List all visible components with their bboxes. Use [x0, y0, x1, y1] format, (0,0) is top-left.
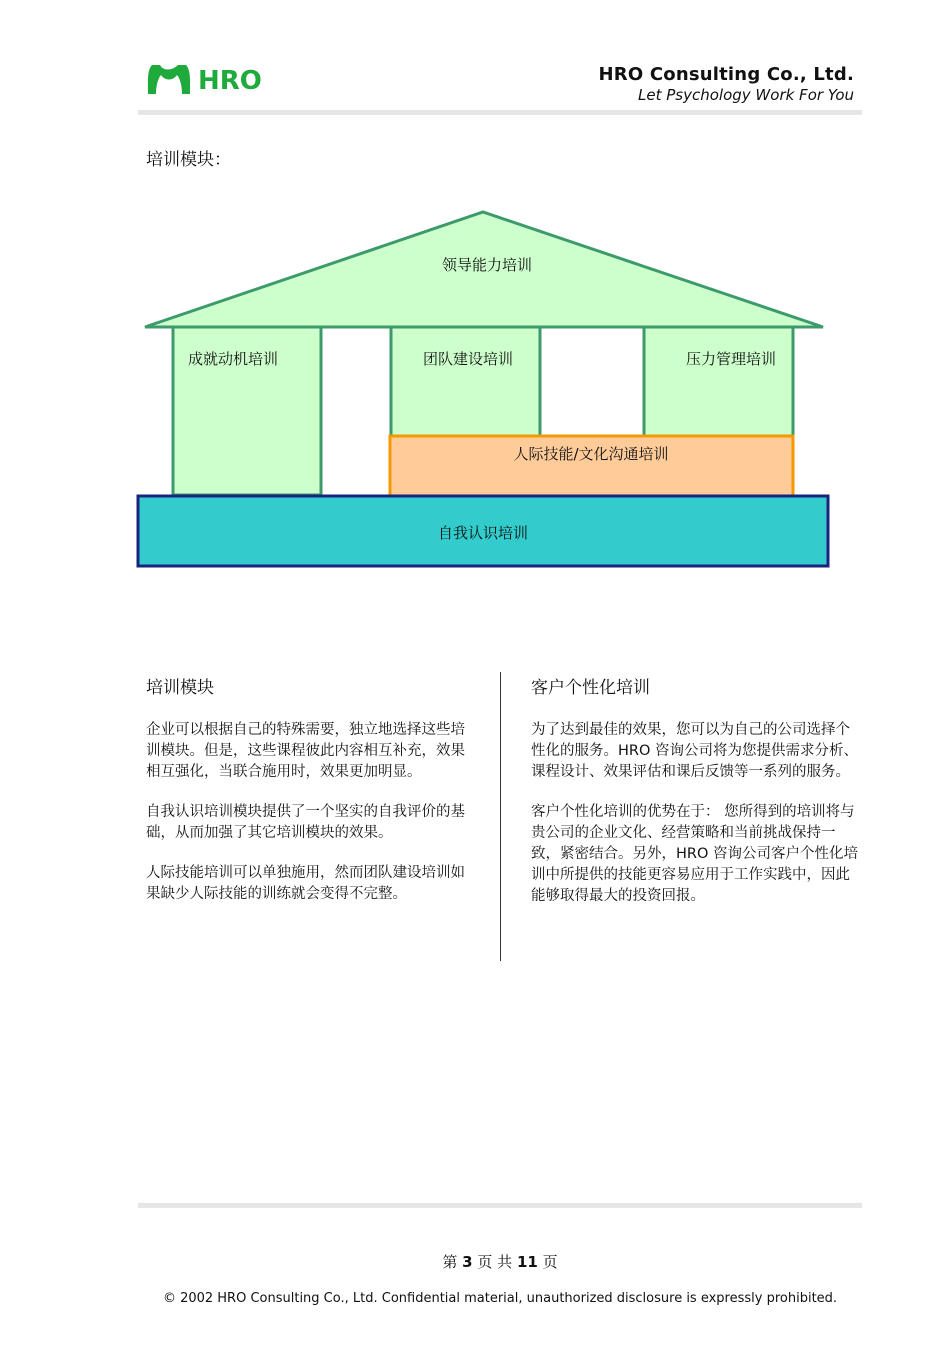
page-number	[0, 1251, 950, 1272]
company-slogan: Let Psychology Work For You	[638, 86, 854, 104]
footer-divider	[138, 1203, 862, 1208]
pillar-label: 压力管理培训	[685, 350, 777, 368]
foundation-label: 自我认识培训	[437, 524, 529, 542]
copyright-notice: © 2002 HRO Consulting Co., Ltd. Confidential material, unauthorized disclosure is expressly prohibited.	[162, 1291, 838, 1306]
page-prefix: 第	[442, 1253, 458, 1271]
column-heading: 培训模块	[146, 678, 214, 698]
band-label: 人际技能/文化沟通培训	[513, 445, 669, 463]
pillar-label: 成就动机培训	[187, 350, 279, 368]
paragraph: 客户个性化培训的优势在于： 您所得到的培训将与贵公司的企业文化、经营策略和当前挑战保持一致，紧密结合。另外，HRO 咨询公司客户个性化培训中所提供的技能更容易应用于工作实践中，因此能够取得最大的投资回报。	[531, 804, 858, 904]
training-modules-column	[146, 673, 476, 924]
pillar-label: 团队建设培训	[422, 350, 514, 368]
page-total: 11	[516, 1253, 538, 1271]
paragraph: 人际技能培训可以单独施用，然而团队建设培训如果缺少人际技能的训练就会变得不完整。	[146, 865, 465, 902]
paragraph: 为了达到最佳的效果，您可以为自己的公司选择个性化的服务。HRO 咨询公司将为您提供需求分析、课程设计、效果评估和课后反馈等一系列的服务。	[531, 722, 858, 780]
pillar-team-building	[391, 327, 540, 437]
paragraph: 自我认识培训模块提供了一个坚实的自我评价的基础，从而加强了其它培训模块的效果。	[146, 804, 465, 841]
page-mid: 页 共	[477, 1253, 513, 1271]
roof-label: 领导能力培训	[441, 256, 533, 274]
column-heading: 客户个性化培训	[531, 678, 650, 698]
column-divider	[500, 672, 501, 961]
paragraph: 企业可以根据自己的特殊需要，独立地选择这些培训模块。但是，这些课程彼此内容相互补充，效果相互强化，当联合施用时，效果更加明显。	[146, 722, 465, 780]
page-suffix: 页	[542, 1253, 558, 1271]
page-current: 3	[462, 1253, 473, 1271]
section-title: 培训模块：	[146, 150, 231, 170]
custom-training-column	[531, 673, 861, 926]
company-name: HRO Consulting Co., Ltd.	[598, 64, 854, 85]
training-modules-diagram	[0, 0, 950, 620]
logo-text: HRO	[198, 66, 262, 96]
pillar-stress-management	[644, 327, 793, 437]
